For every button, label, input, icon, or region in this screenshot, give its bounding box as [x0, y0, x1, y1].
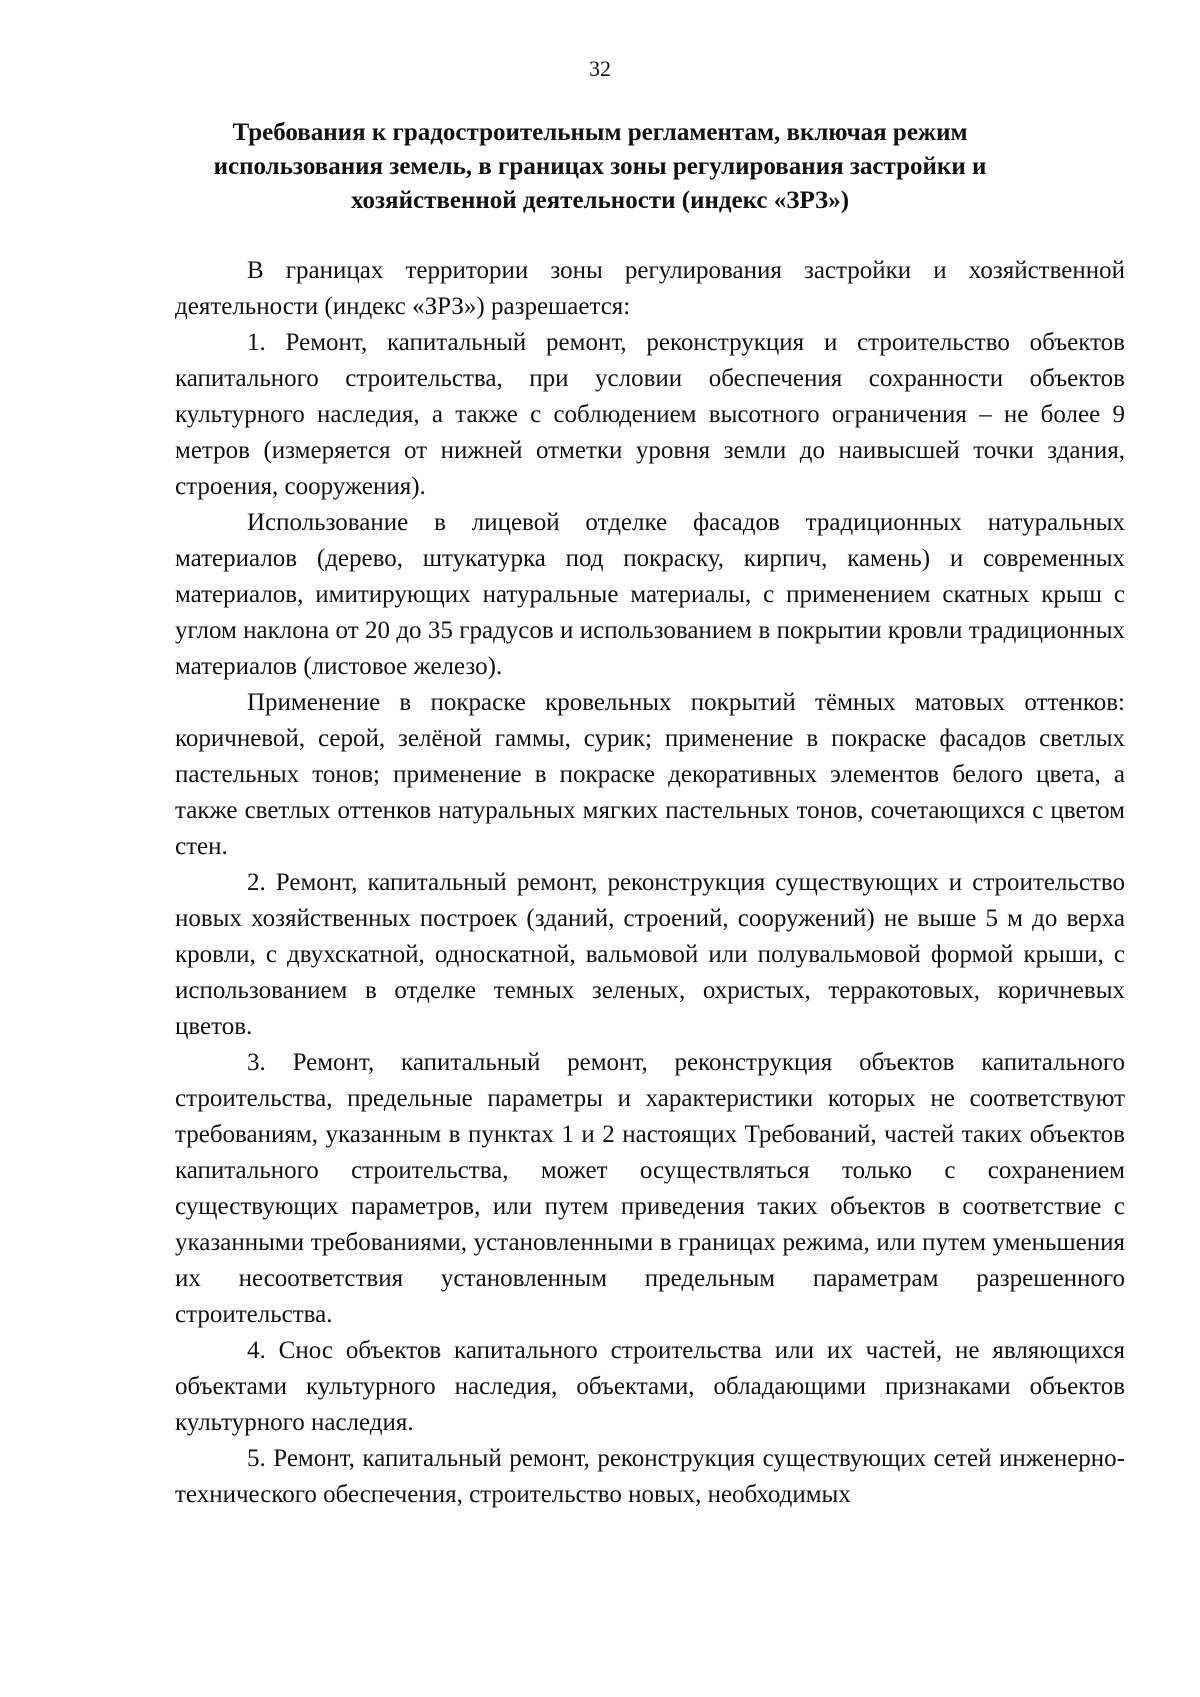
- section-heading-line-2: использования земель, в границах зоны регулирования застройки и: [213, 153, 987, 180]
- paragraph-item-2: 2. Ремонт, капитальный ремонт, реконструкция существующих и строительство новых хозяйственных построек (зданий, строений, сооружений) не выше 5 м до верха кровли, с двухскатной, односкатной, вальмовой или полувальмовой формой крыши, с использованием в отделке темных зеленых, охристых, терракотовых, коричневых цветов.: [175, 869, 1125, 1040]
- page-number: 32: [589, 56, 611, 81]
- paragraph-item-1: 1. Ремонт, капитальный ремонт, реконструкция и строительство объектов капитального строительства, при условии обеспечения сохранности объектов культурного наследия, а также с соблюдением высотного ограничения – не более 9 метров (измеряется от нижней отметки уровня земли до наивысшей точки здания, строения, сооружения).: [175, 329, 1125, 500]
- paragraph-intro: В границах территории зоны регулирования застройки и хозяйственной деятельности (индекс «ЗРЗ») разрешается:: [175, 257, 1125, 320]
- section-heading: [175, 116, 1025, 218]
- section-heading-line-1: Требования к градостроительным регламентам, включая режим: [232, 119, 968, 146]
- paragraph-item-4: 4. Снос объектов капитального строительства или их частей, не являющихся объектами культурного наследия, объектами, обладающими признаками объектов культурного наследия.: [175, 1337, 1125, 1436]
- section-heading-line-3: хозяйственной деятельности (индекс «ЗРЗ»): [350, 187, 850, 214]
- document-body: [175, 253, 1125, 1513]
- paragraph-color-scheme: Применение в покраске кровельных покрытий тёмных матовых оттенков: коричневой, серой, зелёной гаммы, сурик; применение в покраске фасадов светлых пастельных тонов; применение в покраске декоративных элементов белого цвета, а также светлых оттенков натуральных мягких пастельных тонов, сочетающихся с цветом стен.: [175, 689, 1125, 860]
- paragraph-facade-materials: Использование в лицевой отделке фасадов традиционных натуральных материалов (дерево, штукатурка под покраску, кирпич, камень) и современных материалов, имитирующих натуральные материалы, с применением скатных крыш с углом наклона от 20 до 35 градусов и использованием в покрытии кровли традиционных материалов (листовое железо).: [175, 509, 1125, 680]
- paragraph-item-5: 5. Ремонт, капитальный ремонт, реконструкция существующих сетей инженерно-технического обеспечения, строительство новых, необходимых: [175, 1445, 1125, 1508]
- paragraph-item-3: 3. Ремонт, капитальный ремонт, реконструкция объектов капитального строительства, предельные параметры и характеристики которых не соответствуют требованиям, указанным в пунктах 1 и 2 настоящих Требований, частей таких объектов капитального строительства, может осуществляться только с сохранением существующих параметров, или путем приведения таких объектов в соответствие с указанными требованиями, установленными в границах режима, или путем уменьшения их несоответствия установленным предельным параметрам разрешенного строительства.: [175, 1049, 1125, 1328]
